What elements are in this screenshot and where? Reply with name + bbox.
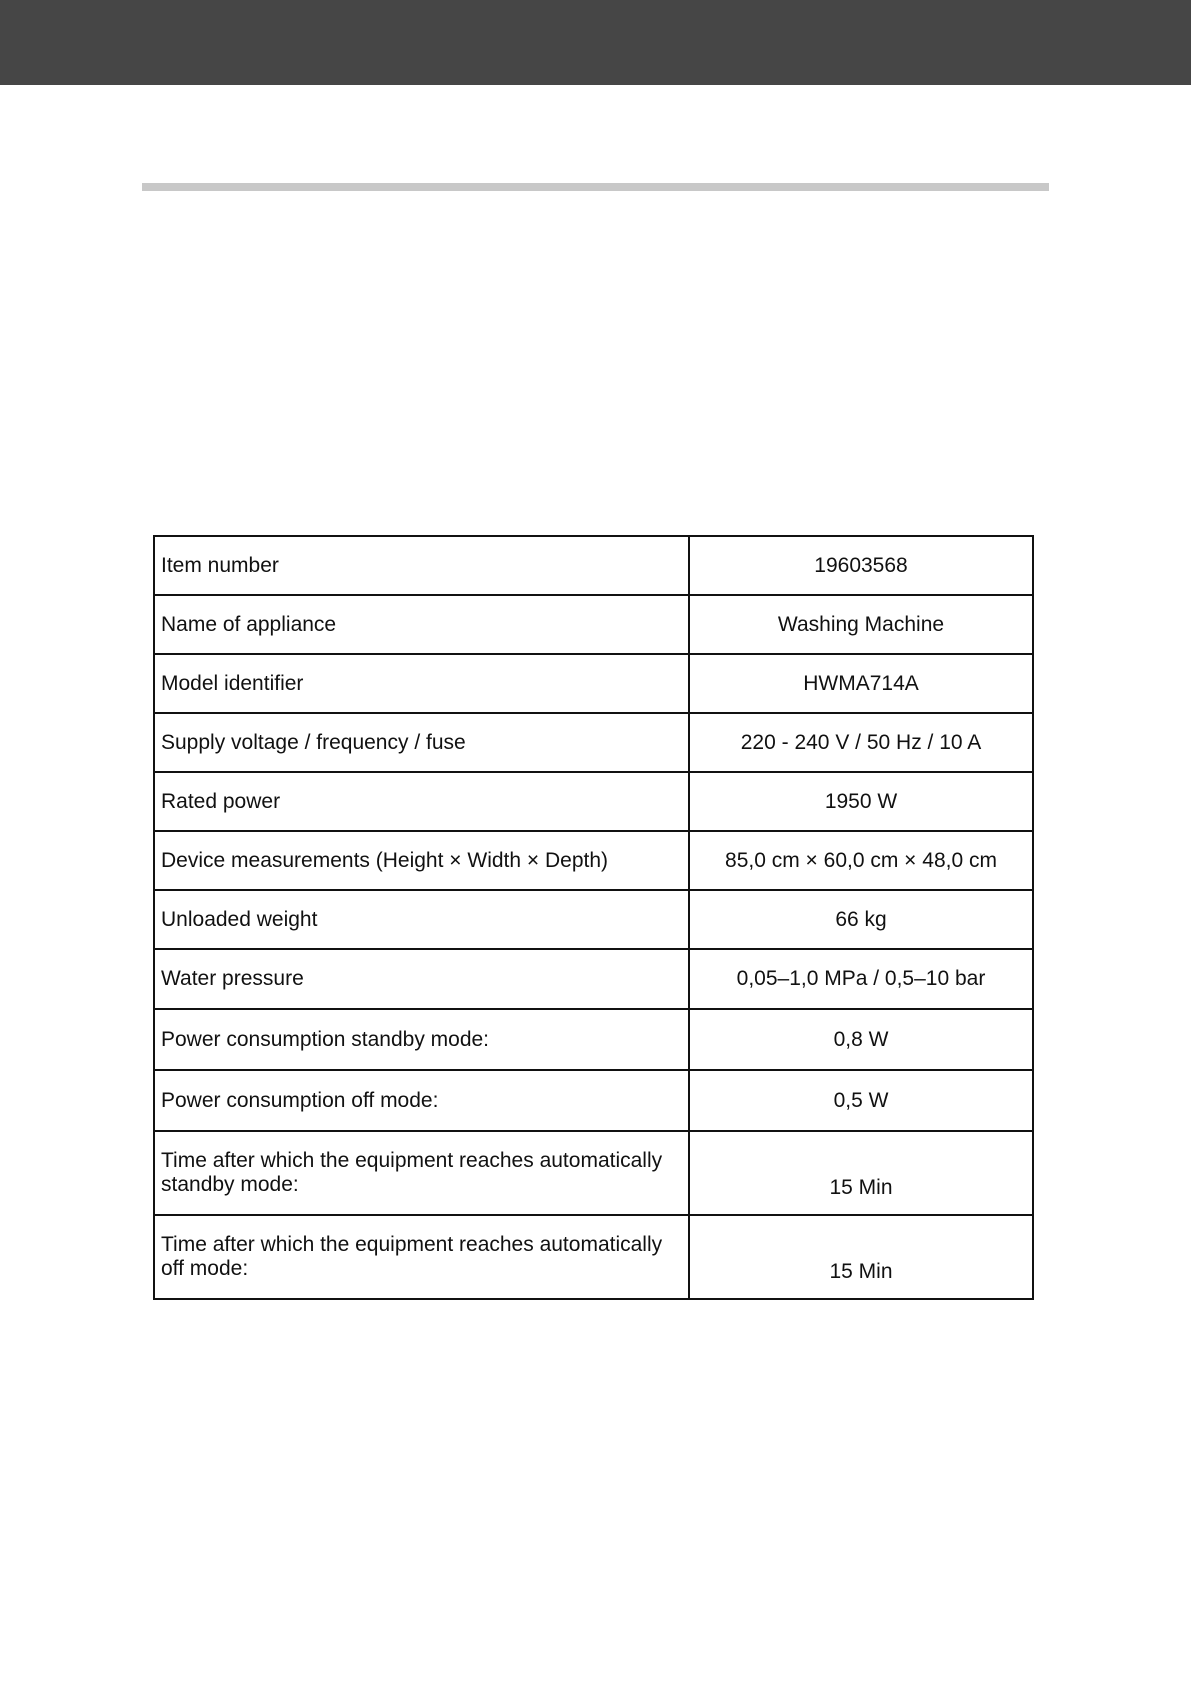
row-value: 0,8 W — [689, 1009, 1033, 1070]
row-label: Unloaded weight — [154, 890, 689, 949]
row-label: Name of appliance — [154, 595, 689, 654]
row-value: 220 - 240 V / 50 Hz / 10 A — [689, 713, 1033, 772]
row-value: 66 kg — [689, 890, 1033, 949]
row-value: 0,5 W — [689, 1070, 1033, 1131]
row-value: 15 Min — [689, 1131, 1033, 1215]
table-row — [154, 654, 1033, 713]
table-row — [154, 772, 1033, 831]
row-value: 0,05–1,0 MPa / 0,5–10 bar — [689, 949, 1033, 1009]
header-band — [0, 0, 1191, 85]
section-divider — [142, 183, 1049, 191]
table-row — [154, 713, 1033, 772]
table-row — [154, 831, 1033, 890]
table-row — [154, 536, 1033, 595]
row-value: HWMA714A — [689, 654, 1033, 713]
row-label: Time after which the equipment reaches automatically off mode: — [154, 1215, 689, 1299]
table-row — [154, 1070, 1033, 1131]
table-row — [154, 949, 1033, 1009]
row-value: 1950 W — [689, 772, 1033, 831]
row-label: Model identifier — [154, 654, 689, 713]
row-label: Rated power — [154, 772, 689, 831]
row-value: 85,0 cm × 60,0 cm × 48,0 cm — [689, 831, 1033, 890]
row-label: Device measurements (Height × Width × Depth) — [154, 831, 689, 890]
table-row — [154, 1131, 1033, 1215]
row-label: Power consumption off mode: — [154, 1070, 689, 1131]
table-row — [154, 890, 1033, 949]
row-value: 19603568 — [689, 536, 1033, 595]
technical-data-table — [153, 535, 1034, 1300]
row-label: Item number — [154, 536, 689, 595]
row-label: Time after which the equipment reaches automatically standby mode: — [154, 1131, 689, 1215]
row-label: Supply voltage / frequency / fuse — [154, 713, 689, 772]
row-value: 15 Min — [689, 1215, 1033, 1299]
table-row — [154, 1215, 1033, 1299]
row-value: Washing Machine — [689, 595, 1033, 654]
table-row — [154, 1009, 1033, 1070]
table-row — [154, 595, 1033, 654]
row-label: Water pressure — [154, 949, 689, 1009]
row-label: Power consumption standby mode: — [154, 1009, 689, 1070]
